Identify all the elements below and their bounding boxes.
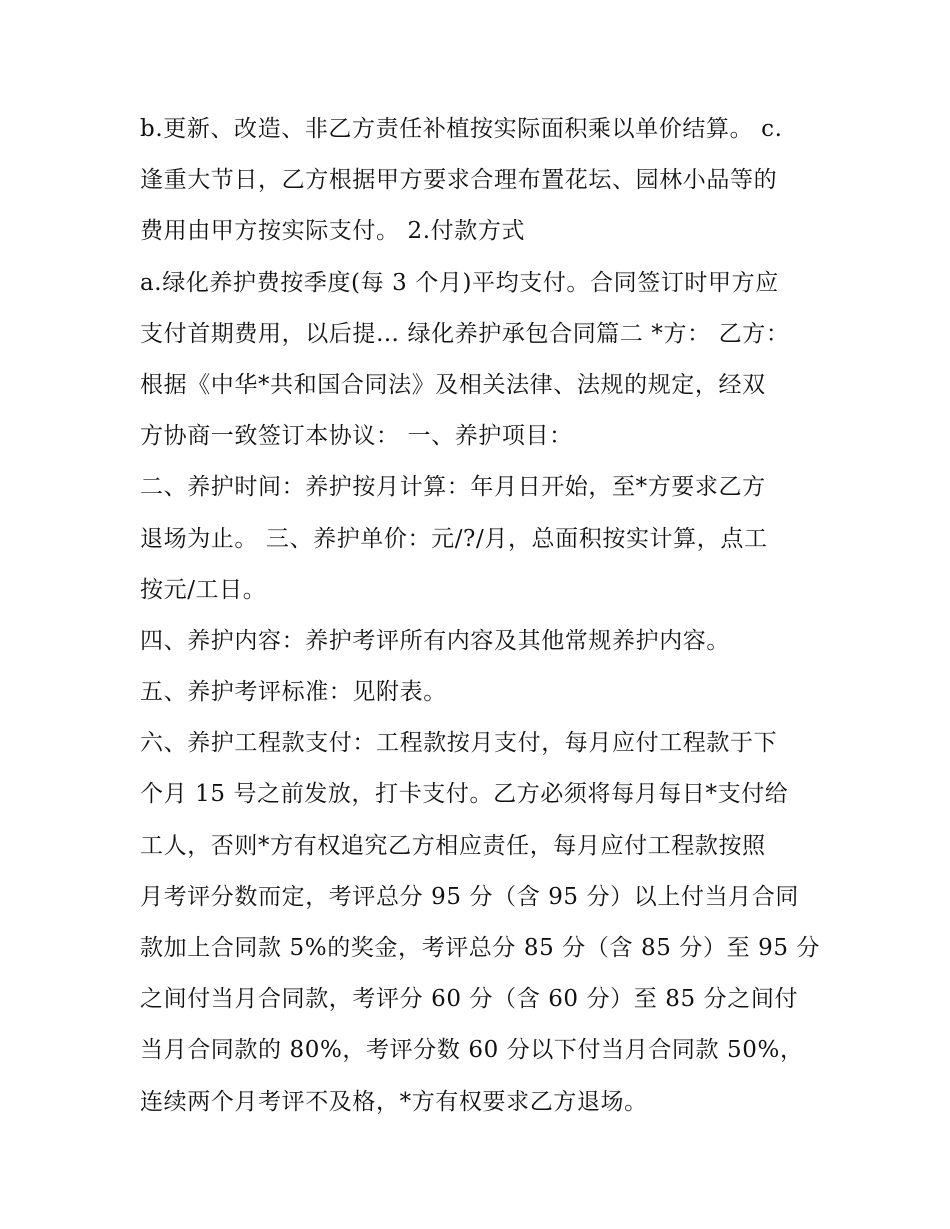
text-line: 支付首期费用，以后提… 绿化养护承包合同篇二 *方： 乙方： xyxy=(140,320,790,347)
text-line: 连续两个月考评不及格，*方有权要求乙方退场。 xyxy=(140,1088,648,1115)
text-line: 根据《中华*共和国合同法》及相关法律、法规的规定，经双 xyxy=(140,371,766,398)
text-line: 款加上合同款 5%的奖金，考评总分 85 分（含 85 分）至 95 分 xyxy=(140,935,821,961)
document-body xyxy=(140,104,820,1128)
text-line: 月考评分数而定，考评总分 95 分（含 95 分）以上付当月合同 xyxy=(140,883,799,910)
text-line: 费用由甲方按实际支付。 2.付款方式 xyxy=(140,218,526,245)
text-line: 之间付当月合同款，考评分 60 分（含 60 分）至 85 分之间付 xyxy=(140,986,799,1013)
text-line: 逢重大节日，乙方根据甲方要求合理布置花坛、园林小品等的 xyxy=(140,167,778,194)
text-line: 工人，否则*方有权追究乙方相应责任，每月应付工程款按照 xyxy=(140,832,766,859)
text-line: 退场为止。 三、养护单价：元/?/月，总面积按实计算，点工 xyxy=(140,525,768,552)
text-line: 五、养护考评标准：见附表。 xyxy=(140,679,447,706)
text-line: 按元/工日。 xyxy=(140,576,267,603)
text-line: 当月合同款的 80%，考评分数 60 分以下付当月合同款 50%， xyxy=(140,1037,804,1064)
text-line: 方协商一致签订本协议： 一、养护项目： xyxy=(140,423,573,450)
text-line: b.更新、改造、非乙方责任补植按实际面积乘以单价结算。 c. xyxy=(140,116,783,142)
text-line: 个月 15 号之前发放，打卡支付。乙方必须将每月每日*支付给 xyxy=(140,781,789,808)
text-line: 四、养护内容：养护考评所有内容及其他常规养护内容。 xyxy=(140,627,730,654)
text-line: 六、养护工程款支付：工程款按月支付，每月应付工程款于下 xyxy=(140,730,778,757)
text-line: a.绿化养护费按季度(每 3 个月)平均支付。合同签订时甲方应 xyxy=(140,269,779,296)
text-line: 二、养护时间：养护按月计算：年月日开始，至*方要求乙方 xyxy=(140,474,766,501)
